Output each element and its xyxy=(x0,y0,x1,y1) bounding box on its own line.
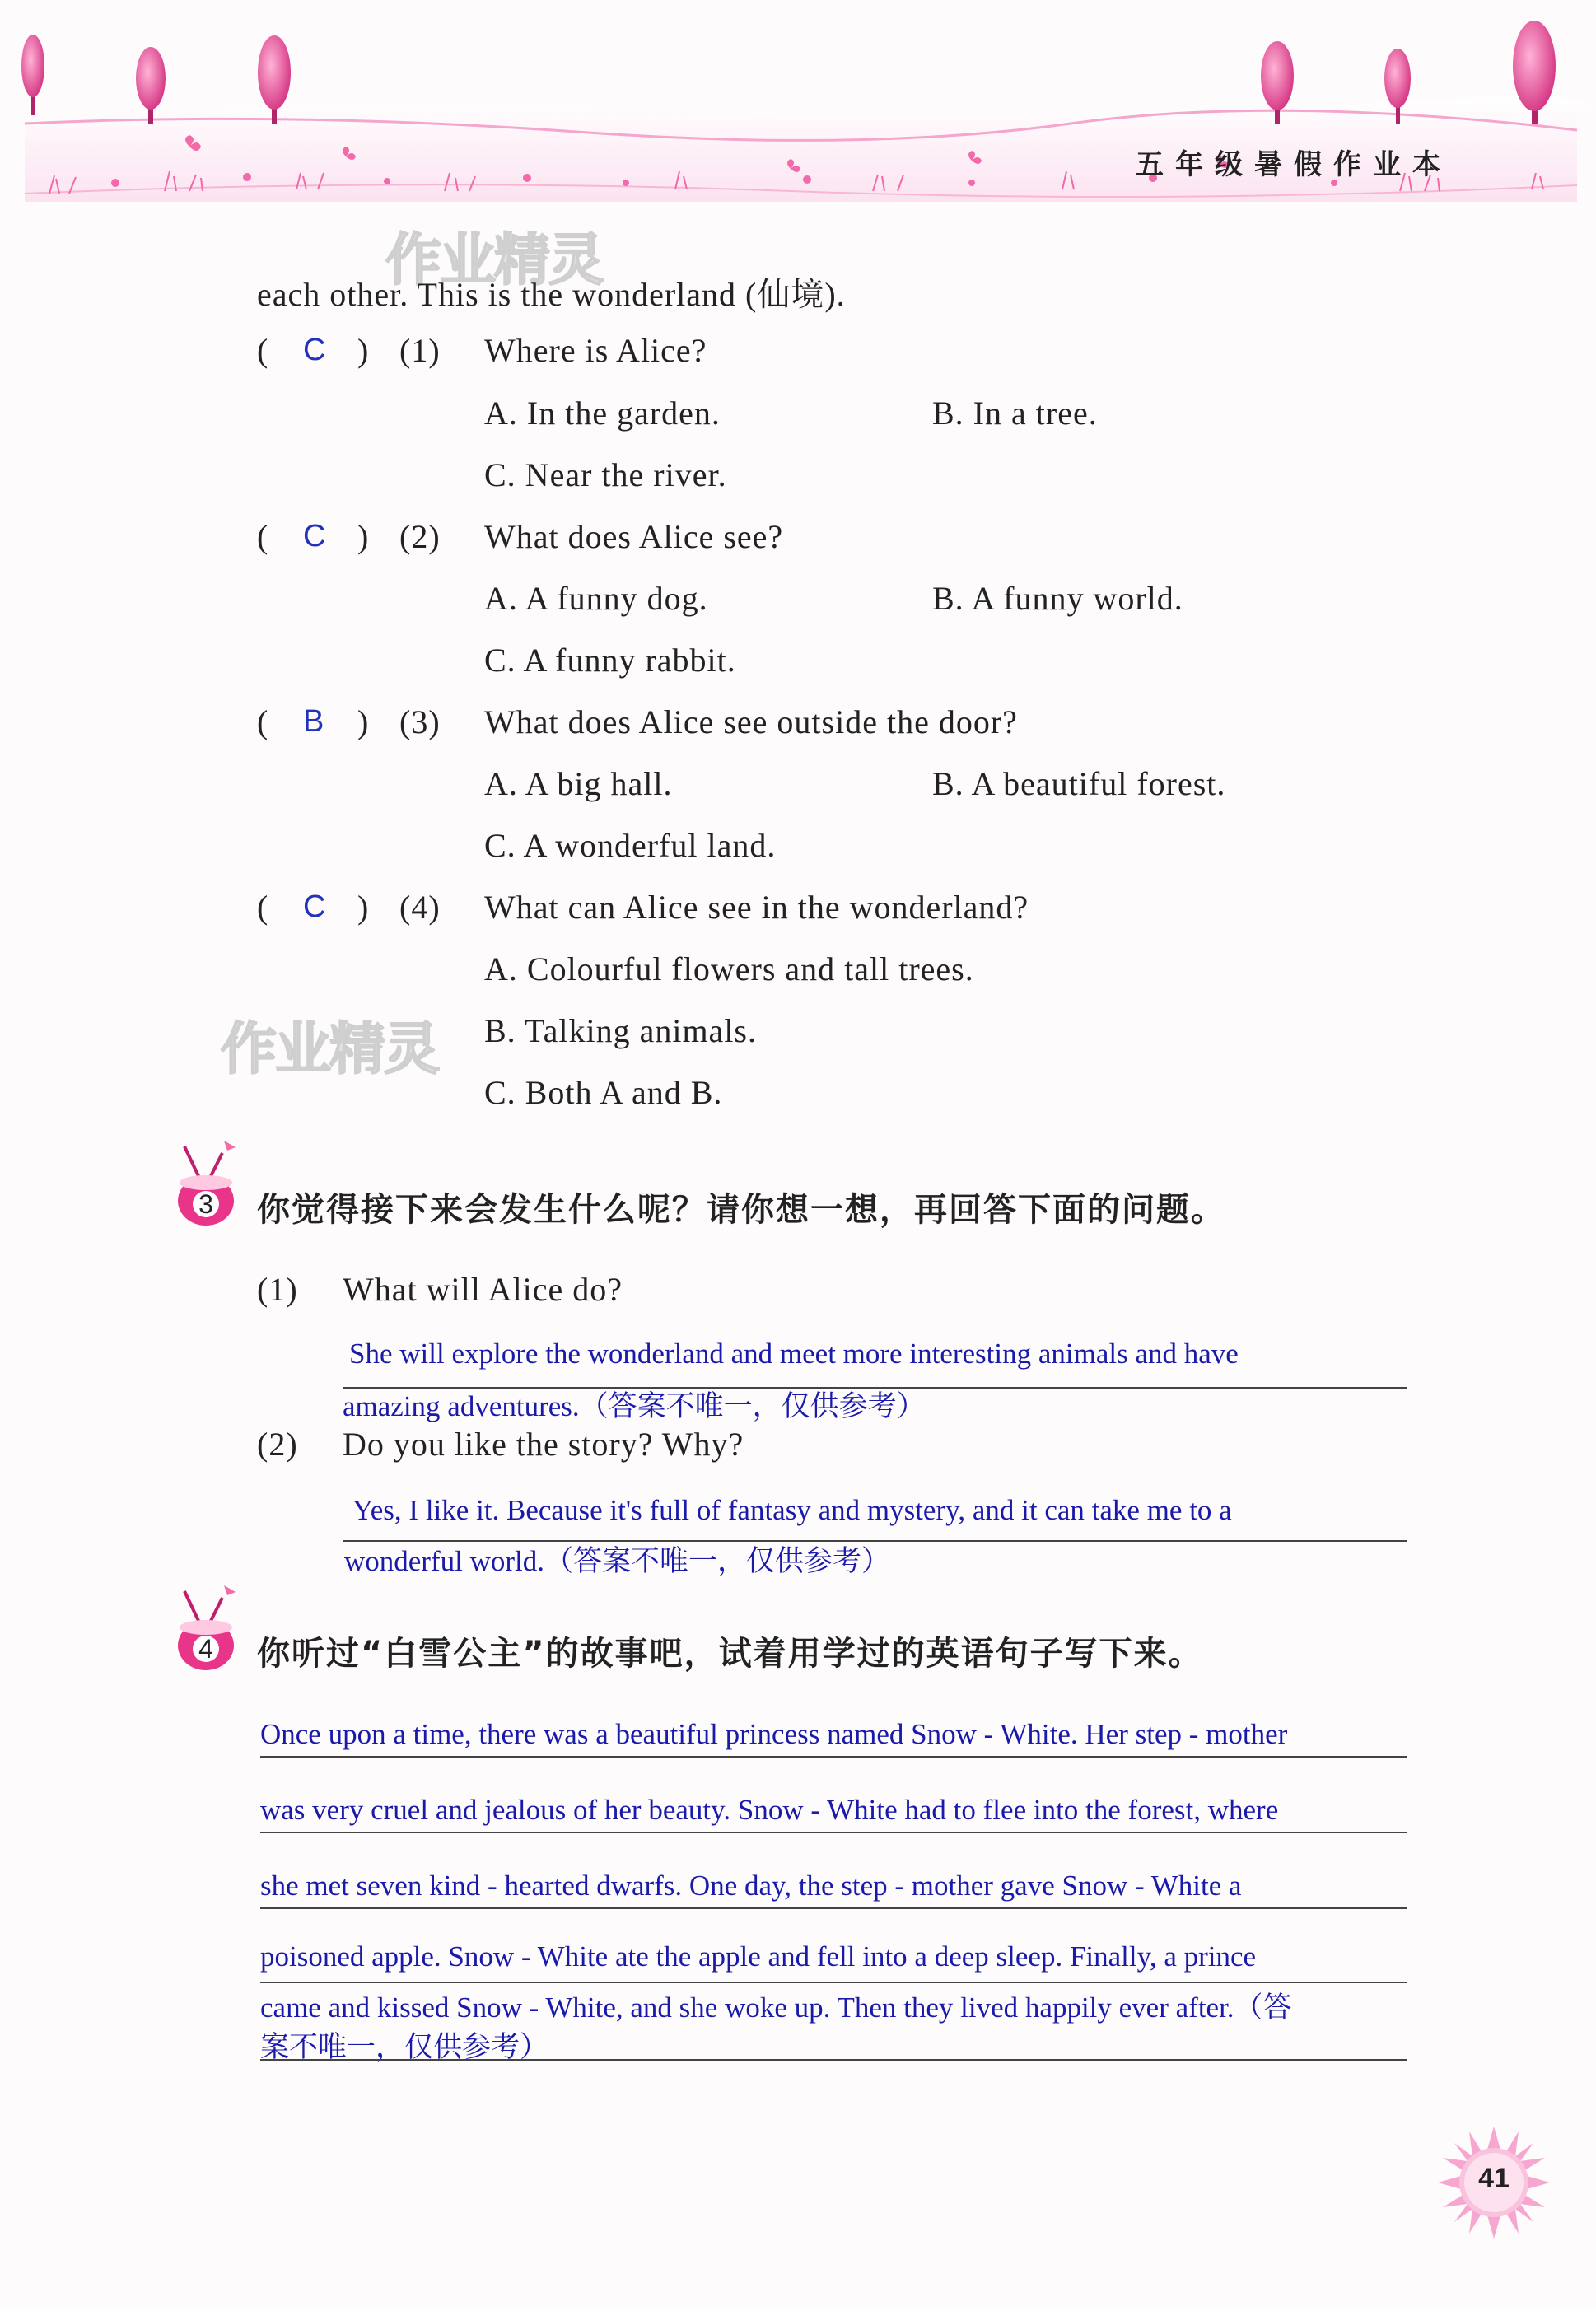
answer-line xyxy=(260,1832,1407,1833)
option-a: A. Colourful flowers and tall trees. xyxy=(484,950,974,987)
question-text: Do you like the story? Why? xyxy=(343,1426,744,1463)
question-text: What will Alice do? xyxy=(343,1271,623,1308)
option-c: C. Near the river. xyxy=(484,456,727,493)
intro-line: each other. This is the wonderland (仙境). xyxy=(257,276,846,313)
option-c: C. A wonderful land. xyxy=(484,827,777,864)
question-number: (1) xyxy=(257,1271,298,1308)
answer-line xyxy=(260,1756,1407,1758)
section-heading: 你觉得接下来会发生什么呢？请你想一想，再回答下面的问题。 xyxy=(257,1191,1225,1229)
option-b: B. A beautiful forest. xyxy=(932,765,1226,802)
section-number: 4 xyxy=(198,1634,213,1664)
option-a: A. In the garden. xyxy=(484,395,721,432)
option-b: B. In a tree. xyxy=(932,395,1098,432)
answer-letter: C xyxy=(303,889,326,924)
question-number: (2) xyxy=(399,518,441,555)
section-number: 3 xyxy=(198,1189,213,1219)
option-b: B. A funny world. xyxy=(932,580,1183,617)
question-number: (3) xyxy=(399,703,441,740)
handwritten-answer: She will explore the wonderland and meet more interesting animals and have xyxy=(349,1338,1239,1370)
header-decoration xyxy=(0,0,1596,214)
handwritten-answer: wonderful world.（答案不唯一，仅供参考） xyxy=(344,1545,891,1577)
story-line: Once upon a time, there was a beautiful princess named Snow - White. Her step - mother xyxy=(260,1718,1288,1750)
option-b: B. Talking animals. xyxy=(484,1012,757,1049)
question-text: What does Alice see outside the door? xyxy=(484,703,1018,740)
option-c: C. Both A and B. xyxy=(484,1074,723,1111)
question-4: ( C ) xyxy=(257,889,369,926)
story-line: was very cruel and jealous of her beauty. Snow - White had to flee into the forest, where xyxy=(260,1794,1279,1826)
answer-letter: C xyxy=(303,333,326,367)
question-text: What can Alice see in the wonderland? xyxy=(484,889,1029,926)
question-number: (1) xyxy=(399,332,441,369)
question-3: ( B ) xyxy=(257,703,369,740)
watermark: 作业精灵 xyxy=(221,1017,439,1082)
story-line: 案不唯一，仅供参考） xyxy=(260,2031,549,2063)
option-a: A. A big hall. xyxy=(484,765,673,802)
watermark: 作业精灵 xyxy=(385,228,604,293)
question-1: ( C ) xyxy=(257,332,369,369)
story-line: came and kissed Snow - White, and she woke up. Then they lived happily ever after.（答 xyxy=(260,1991,1292,2024)
series-title: 五年级暑假作业本 xyxy=(1136,148,1452,181)
question-text: What does Alice see? xyxy=(484,518,784,555)
answer-line xyxy=(260,1907,1407,1909)
page-number: 41 xyxy=(1478,2163,1510,2194)
question-number: (4) xyxy=(399,889,441,926)
option-c: C. A funny rabbit. xyxy=(484,642,736,679)
question-2: ( C ) xyxy=(257,518,369,555)
story-line: poisoned apple. Snow - White ate the apple and fell into a deep sleep. Finally, a prince xyxy=(260,1940,1257,1973)
handwritten-answer: amazing adventures.（答案不唯一，仅供参考） xyxy=(343,1390,926,1422)
answer-line xyxy=(260,1982,1407,1983)
story-line: she met seven kind - hearted dwarfs. One day, the step - mother gave Snow - White a xyxy=(260,1870,1242,1902)
option-a: A. A funny dog. xyxy=(484,580,708,617)
section-heading: 你听过“白雪公主”的故事吧，试着用学过的英语句子写下来。 xyxy=(257,1635,1203,1673)
question-text: Where is Alice? xyxy=(484,332,707,369)
answer-letter: C xyxy=(303,519,326,553)
answer-line xyxy=(260,2059,1407,2061)
question-number: (2) xyxy=(257,1426,298,1463)
answer-letter: B xyxy=(303,704,324,739)
handwritten-answer: Yes, I like it. Because it's full of fantasy and mystery, and it can take me to a xyxy=(352,1494,1232,1526)
